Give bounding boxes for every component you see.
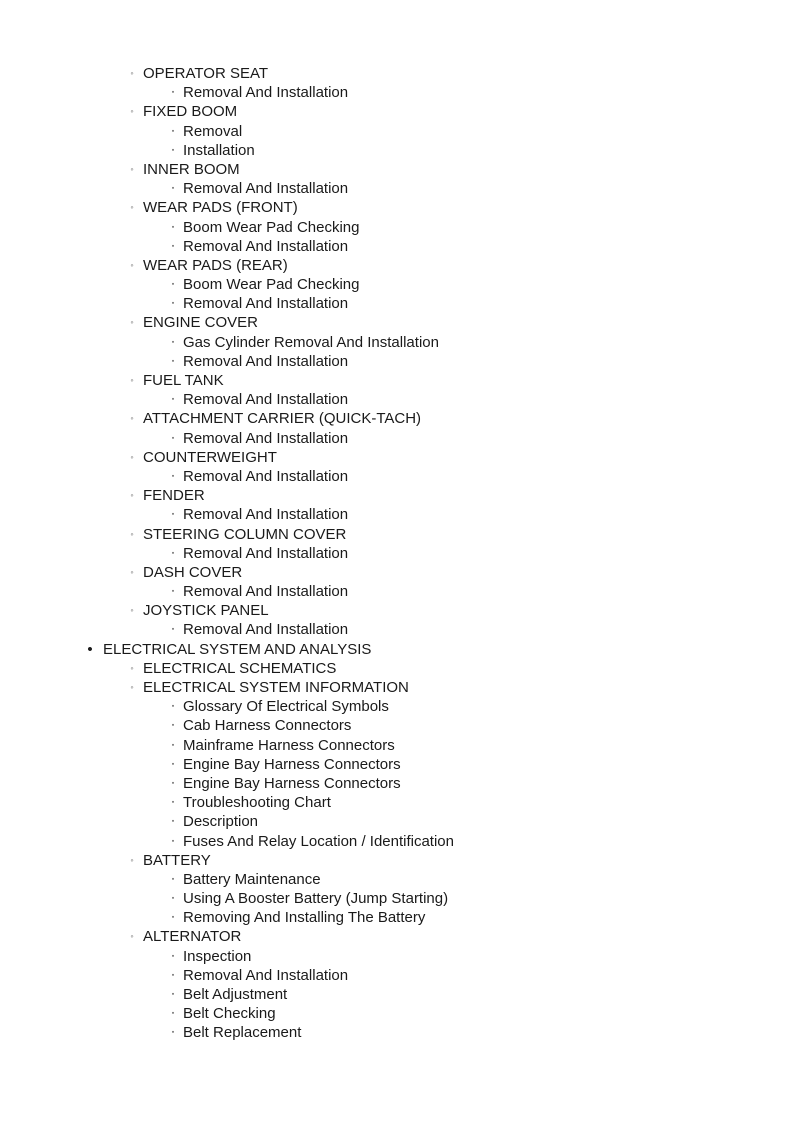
- toc-item-level-3: [0, 966, 794, 985]
- toc-item-level-3: [0, 218, 794, 237]
- toc-item-level-3: [0, 793, 794, 812]
- toc-item-text: FIXED BOOM: [143, 103, 238, 121]
- toc-item-text: Using A Booster Battery (Jump Starting): [183, 890, 449, 908]
- toc-item-text: Removal And Installation: [183, 506, 349, 524]
- toc-item-text: Removal And Installation: [183, 621, 349, 639]
- bullet-circle-icon: ◦: [130, 605, 134, 616]
- toc-item-text: FENDER: [143, 487, 205, 505]
- bullet-square-icon: ▪: [171, 357, 175, 365]
- toc-item-text: Removal And Installation: [183, 237, 349, 255]
- toc-item-level-3: [0, 294, 794, 313]
- bullet-square-icon: ▪: [171, 242, 175, 250]
- toc-item-text: BATTERY: [143, 851, 211, 869]
- toc-item-text: ELECTRICAL SCHEMATICS: [143, 659, 337, 677]
- bullet-square-icon: ▪: [171, 1029, 175, 1037]
- toc-item-level-2: [0, 64, 794, 83]
- toc-item-text: COUNTERWEIGHT: [143, 448, 277, 466]
- toc-item-text: Belt Adjustment: [183, 986, 288, 1003]
- toc-item-text: Belt Replacement: [183, 1024, 302, 1042]
- toc-item-level-2: [0, 678, 794, 697]
- toc-item-level-3: [0, 697, 794, 716]
- toc-item-text: Troubleshooting Chart: [183, 794, 331, 812]
- toc-item-text: Installation: [183, 141, 255, 159]
- bullet-square-icon: ▪: [171, 703, 175, 711]
- toc-item-level-2: [0, 256, 794, 275]
- bullet-circle-icon: ◦: [130, 413, 134, 424]
- bullet-circle-icon: ◦: [130, 68, 134, 78]
- toc-item-level-2: [0, 448, 794, 467]
- toc-item-level-3: [0, 985, 794, 1004]
- toc-item-level-3: [0, 582, 794, 601]
- bullet-square-icon: ▪: [171, 760, 175, 768]
- toc-item-level-3: [0, 908, 794, 927]
- bullet-square-icon: ▪: [171, 971, 175, 979]
- toc-item-text: Inspection: [183, 947, 252, 965]
- toc-item-level-2: [0, 198, 794, 217]
- toc-item-text: ENGINE COVER: [143, 314, 259, 332]
- toc-item-text: Mainframe Harness Connectors: [183, 736, 395, 754]
- bullet-square-icon: ▪: [171, 396, 175, 404]
- toc-item-level-1: [0, 640, 794, 659]
- bullet-square-icon: ▪: [171, 472, 175, 480]
- toc-item-text: Engine Bay Harness Connectors: [183, 774, 401, 792]
- toc-item-level-3: [0, 947, 794, 966]
- toc-item-level-2: [0, 525, 794, 544]
- toc-item-level-2: [0, 409, 794, 428]
- toc-item-text: Removal And Installation: [183, 544, 349, 562]
- toc-item-level-2: [0, 102, 794, 121]
- toc-item-level-2: [0, 927, 794, 946]
- toc-item-level-2: [0, 486, 794, 505]
- toc-item-text: DASH COVER: [143, 563, 243, 581]
- toc-item-text: ELECTRICAL SYSTEM AND ANALYSIS: [103, 640, 372, 658]
- bullet-circle-icon: ◦: [130, 259, 134, 270]
- toc-item-text: Gas Cylinder Removal And Installation: [183, 333, 439, 351]
- toc-item-level-3: [0, 716, 794, 735]
- toc-item-text: WEAR PADS (REAR): [143, 256, 288, 274]
- toc-item-level-3: [0, 1004, 794, 1023]
- bullet-square-icon: ▪: [171, 300, 175, 308]
- toc-item-level-2: [0, 851, 794, 870]
- toc-item-level-3: [0, 467, 794, 486]
- bullet-circle-icon: ◦: [130, 163, 134, 174]
- toc-item-level-2: [0, 659, 794, 678]
- bullet-circle-icon: ◦: [130, 682, 134, 692]
- bullet-square-icon: ▪: [171, 511, 175, 519]
- bullet-square-icon: ▪: [171, 626, 175, 634]
- toc-item-text: ALTERNATOR: [143, 928, 242, 946]
- toc-item-text: Removal And Installation: [183, 295, 349, 313]
- bullet-square-icon: ▪: [171, 89, 175, 97]
- bullet-circle-icon: ◦: [130, 375, 134, 385]
- bullet-circle-icon: ◦: [130, 566, 134, 577]
- bullet-disc-icon: •: [87, 640, 93, 658]
- toc-item-level-3: [0, 179, 794, 198]
- toc-item-text: Removal And Installation: [183, 352, 349, 370]
- toc-item-text: Removal And Installation: [183, 180, 349, 198]
- bullet-square-icon: ▪: [171, 818, 175, 826]
- toc-item-text: Removal And Installation: [183, 84, 349, 102]
- bullet-circle-icon: ◦: [130, 106, 134, 117]
- toc-item-level-3: [0, 390, 794, 409]
- toc-item-level-3: [0, 83, 794, 102]
- toc-item-level-3: [0, 505, 794, 524]
- toc-item-text: STEERING COLUMN COVER: [143, 525, 347, 543]
- toc-item-level-2: [0, 563, 794, 582]
- toc-item-level-3: [0, 620, 794, 639]
- toc-item-text: INNER BOOM: [143, 160, 240, 178]
- toc-item-text: Removal And Installation: [183, 966, 349, 984]
- toc-item-level-2: [0, 371, 794, 390]
- toc-item-text: OPERATOR SEAT: [143, 65, 269, 82]
- toc-item-text: Description: [183, 813, 259, 831]
- bullet-square-icon: ▪: [171, 1010, 175, 1018]
- toc-item-text: Glossary Of Electrical Symbols: [183, 698, 389, 716]
- toc-item-level-3: [0, 275, 794, 294]
- bullet-square-icon: ▪: [171, 895, 175, 903]
- bullet-circle-icon: ◦: [130, 854, 134, 865]
- bullet-square-icon: ▪: [171, 914, 175, 922]
- bullet-circle-icon: ◦: [130, 490, 134, 501]
- bullet-circle-icon: ◦: [130, 317, 134, 328]
- toc-item-level-3: [0, 774, 794, 793]
- bullet-square-icon: ▪: [171, 127, 175, 135]
- bullet-square-icon: ▪: [171, 952, 175, 960]
- toc-item-text: Removal And Installation: [183, 583, 349, 601]
- bullet-square-icon: ▪: [171, 281, 175, 289]
- toc-item-text: Removing And Installing The Battery: [183, 909, 426, 927]
- toc-item-level-3: [0, 429, 794, 448]
- bullet-square-icon: ▪: [171, 434, 175, 442]
- toc-item-level-2: [0, 160, 794, 179]
- toc-item-text: Belt Checking: [183, 1005, 276, 1023]
- toc-item-text: Cab Harness Connectors: [183, 717, 352, 735]
- toc-item-level-3: [0, 544, 794, 563]
- toc-item-text: Engine Bay Harness Connectors: [183, 755, 401, 773]
- bullet-square-icon: ▪: [171, 741, 175, 749]
- toc-item-text: JOYSTICK PANEL: [143, 602, 269, 620]
- bullet-circle-icon: ◦: [130, 528, 134, 539]
- bullet-square-icon: ▪: [171, 875, 175, 883]
- toc-item-text: WEAR PADS (FRONT): [143, 199, 298, 217]
- toc-item-level-3: [0, 755, 794, 774]
- toc-item-level-2: [0, 601, 794, 620]
- bullet-square-icon: ▪: [171, 338, 175, 346]
- bullet-square-icon: ▪: [171, 549, 175, 557]
- bullet-circle-icon: ◦: [130, 931, 134, 942]
- toc-item-level-3: [0, 141, 794, 160]
- bullet-square-icon: ▪: [171, 185, 175, 193]
- toc-item-text: Battery Maintenance: [183, 870, 321, 888]
- toc-item-level-3: [0, 870, 794, 889]
- bullet-square-icon: ▪: [171, 722, 175, 730]
- toc-item-text: Removal And Installation: [183, 467, 349, 485]
- bullet-square-icon: ▪: [171, 991, 175, 998]
- bullet-circle-icon: ◦: [130, 202, 134, 213]
- bullet-circle-icon: ◦: [130, 662, 134, 673]
- toc-item-text: ATTACHMENT CARRIER (QUICK-TACH): [143, 410, 422, 428]
- toc-item-text: Boom Wear Pad Checking: [183, 276, 360, 294]
- bullet-square-icon: ▪: [171, 799, 175, 807]
- toc-item-level-3: [0, 122, 794, 141]
- toc-item-level-3: [0, 1023, 794, 1042]
- bullet-square-icon: ▪: [171, 223, 175, 231]
- bullet-circle-icon: ◦: [130, 451, 134, 462]
- toc-item-level-3: [0, 889, 794, 908]
- toc-item-text: FUEL TANK: [143, 372, 224, 389]
- toc-item-text: ELECTRICAL SYSTEM INFORMATION: [143, 679, 409, 696]
- toc-item-text: Fuses And Relay Location / Identification: [183, 832, 454, 850]
- bullet-square-icon: ▪: [171, 837, 175, 845]
- toc-item-level-3: [0, 812, 794, 831]
- toc-item-level-3: [0, 736, 794, 755]
- toc-item-level-3: [0, 352, 794, 371]
- toc-item-level-3: [0, 333, 794, 352]
- toc-item-text: Removal: [183, 122, 243, 140]
- table-of-contents: [0, 64, 794, 1043]
- bullet-square-icon: ▪: [171, 146, 175, 154]
- toc-item-level-3: [0, 237, 794, 256]
- toc-item-text: Removal And Installation: [183, 391, 349, 409]
- toc-item-level-3: [0, 832, 794, 851]
- toc-item-text: Boom Wear Pad Checking: [183, 218, 360, 236]
- toc-item-level-2: [0, 313, 794, 332]
- bullet-square-icon: ▪: [171, 588, 175, 596]
- toc-item-text: Removal And Installation: [183, 429, 349, 447]
- bullet-square-icon: ▪: [171, 779, 175, 787]
